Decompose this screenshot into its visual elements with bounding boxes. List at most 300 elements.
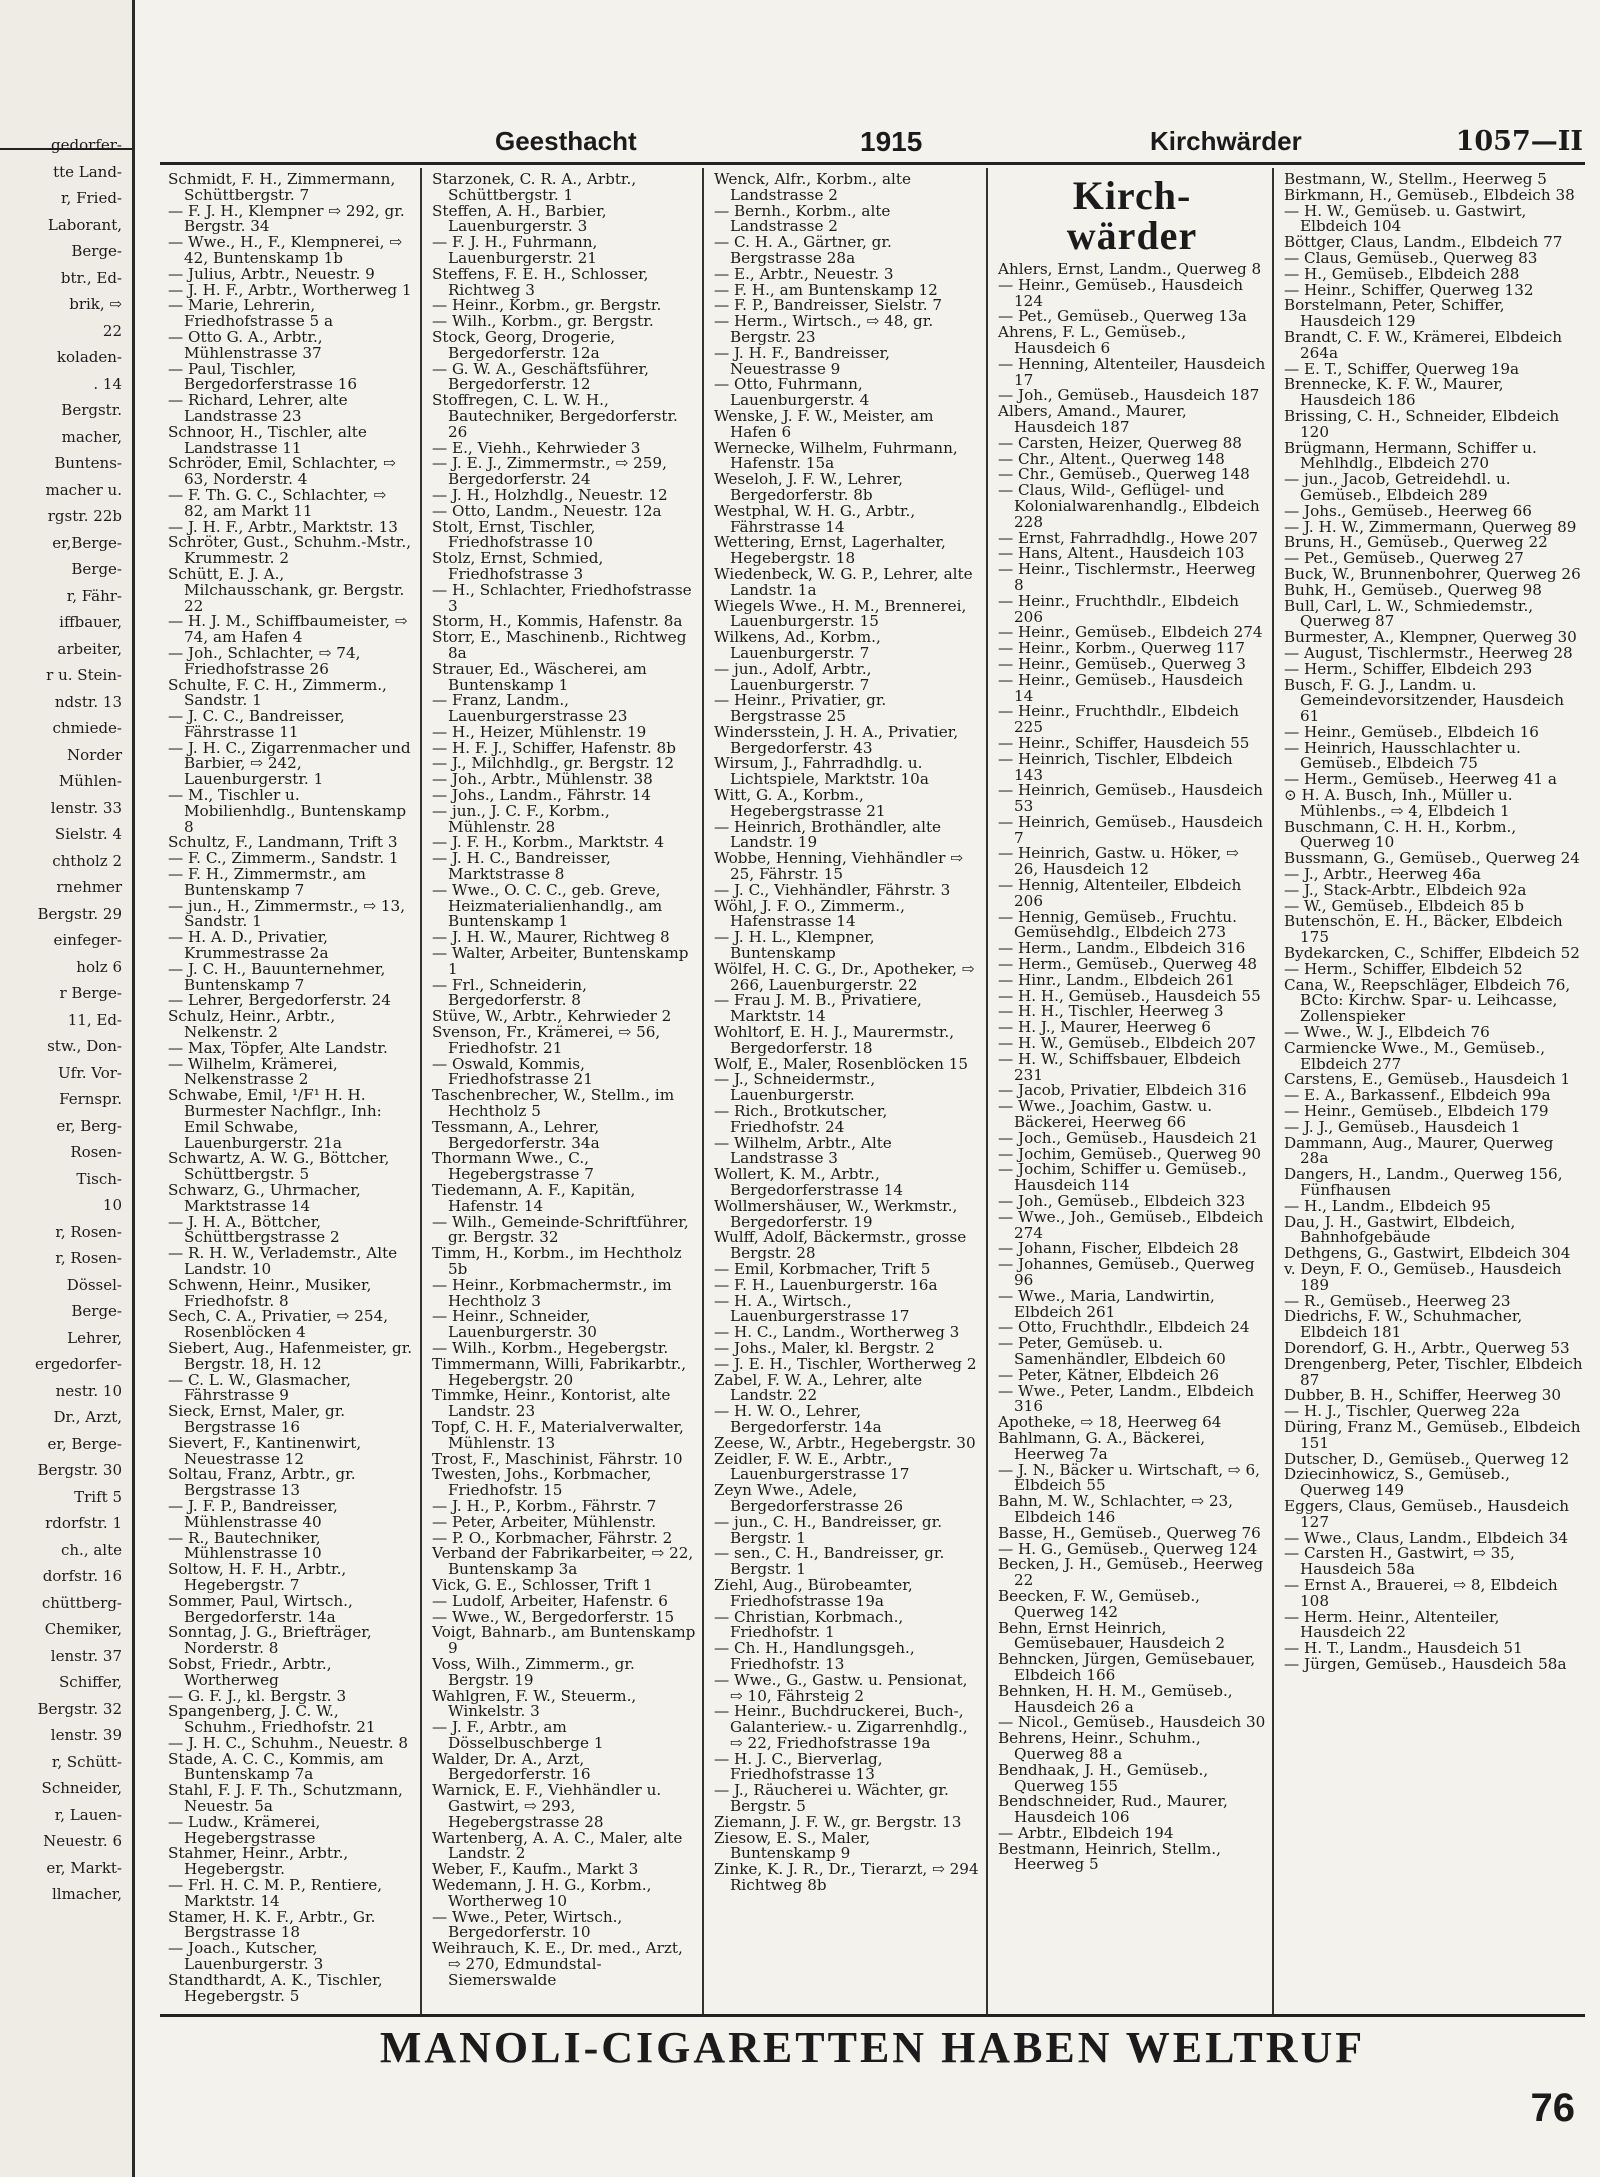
directory-entry: — Richard, Lehrer, alte Landstrasse 23 — [168, 391, 348, 425]
directory-entry: — J., Stack-Arbtr., Elbdeich 92a — [1284, 880, 1527, 899]
columns — [158, 168, 1590, 2014]
directory-entry: — J. N., Bäcker u. Wirtschaft, ⇨ 6, Elbdeich 55 — [998, 1460, 1260, 1495]
directory-entry: Tessmann, A., Lehrer, Bergedorferstr. 34a — [432, 1117, 600, 1152]
directory-entry: Brissing, C. H., Schneider, Elbdeich 120 — [1284, 406, 1560, 441]
margin-fragment: Chemiker, — [44, 1620, 122, 1638]
directory-entry: — Hennig, Gemüseb., Fruchtu. Gemüsehdlg., Elbdeich 273 — [998, 907, 1237, 942]
directory-entry: — Herm., Gemüseb., Heerweg 41 a — [1284, 770, 1557, 789]
margin-fragment: r, Lauen- — [54, 1805, 122, 1824]
directory-entry: — J. H. C., Bandreisser, Marktstrasse 8 — [432, 849, 611, 884]
directory-entry: Drengenberg, Peter, Tischler, Elbdeich 87 — [1284, 1354, 1583, 1389]
directory-entry: Stüve, W., Arbtr., Kehrwieder 2 — [432, 1007, 672, 1026]
directory-entry: — J. H., P., Korbm., Fährstr. 7 — [432, 1496, 657, 1515]
directory-entry: — H. W. O., Lehrer, Bergedorferstr. 14a — [714, 1402, 882, 1436]
directory-entry: Stahl, F. J. F. Th., Schutzmann, Neuestr. 5a — [168, 1781, 403, 1816]
directory-entry: — F. P., Bandreisser, Sielstr. 7 — [714, 296, 943, 315]
advertisement-banner: MANOLI-CIGARETTEN HABEN WELTRUF — [379, 2023, 1366, 2072]
directory-entry: — jun., Adolf, Arbtr., Lauenburgerstr. 7 — [714, 659, 872, 694]
directory-entry: — Arbtr., Elbdeich 194 — [998, 1823, 1174, 1842]
directory-entry: Wöhl, J. F. O., Zimmerm., Hafenstrasse 14 — [714, 896, 905, 931]
directory-entry: Weber, F., Kaufm., Markt 3 — [432, 1860, 639, 1879]
directory-entry: Dziecinhowicz, S., Gemüseb., Querweg 149 — [1284, 1465, 1510, 1500]
directory-entry: — J. H. C., Schuhm., Neuestr. 8 — [168, 1733, 409, 1752]
directory-entry: — Max, Töpfer, Alte Landstr. — [168, 1038, 388, 1057]
directory-entry: — Ernst, Fahrradhdlg., Howe 207 — [998, 528, 1259, 547]
directory-entry: Soltau, Franz, Arbtr., gr. Bergstrasse 13 — [168, 1465, 356, 1500]
directory-entry: — H. T., Landm., Hausdeich 51 — [1284, 1639, 1523, 1658]
directory-entry: — J. F., Arbtr., am Dösselbuschberge 1 — [432, 1718, 604, 1752]
directory-entry: Schwenn, Heinr., Musiker, Friedhofstr. 8 — [168, 1275, 372, 1310]
margin-fragment: r Berge- — [59, 984, 122, 1002]
sheet-number: 76 — [1530, 2086, 1575, 2130]
margin-fragment: Dr., Arzt, — [53, 1408, 122, 1426]
directory-entry: Steffen, A. H., Barbier, Lauenburgerstr. 3 — [432, 201, 607, 236]
directory-entry: Tiedemann, A. F., Kapitän, Hafenstr. 14 — [432, 1181, 636, 1215]
directory-entry: — Herm., Gemüseb., Querweg 48 — [998, 955, 1258, 974]
directory-entry: Borstelmann, Peter, Schiffer, Hausdeich 129 — [1284, 296, 1505, 331]
margin-fragment: Ufr. Vor- — [58, 1063, 122, 1082]
directory-entry: Starzonek, C. R. A., Arbtr., Schüttbergstr. 1 — [432, 170, 637, 204]
margin-fragment: arbeiter, — [57, 639, 122, 658]
directory-entry: — Wwe., Joh., Gemüseb., Elbdeich 274 — [998, 1207, 1264, 1242]
margin-fragment: r, Fähr- — [66, 586, 122, 605]
directory-entry: — J., Räucherei u. Wächter, gr. Bergstr. 5 — [714, 1781, 949, 1816]
directory-entry: — H. J. C., Bierverlag, Friedhofstrasse 13 — [714, 1749, 883, 1784]
directory-entry: — Frl., Schneiderin, Bergedorferstr. 8 — [432, 975, 587, 1010]
directory-entry: — Peter, Kätner, Elbdeich 26 — [998, 1365, 1220, 1384]
directory-entry: Cana, W., Reepschläger, Elbdeich 76, BCto: Kirchw. Spar- u. Leihcasse, Zollenspieker — [1284, 975, 1571, 1026]
directory-entry: Schulte, F. C. H., Zimmerm., Sandstr. 1 — [168, 675, 387, 710]
margin-fragment: Mühlen- — [58, 772, 122, 790]
margin-fragment: Fernspr. — [59, 1090, 122, 1108]
column-4 — [986, 168, 1272, 2014]
directory-entry: — H. A. D., Privatier, Krummestrasse 2a — [168, 928, 329, 963]
directory-entry: Schwabe, Emil, ¹/F¹ H. H. Burmester Nachflgr., Inh: Emil Schwabe, Lauenburgerstr. 21a — [168, 1086, 382, 1152]
header-rule — [160, 162, 1585, 165]
directory-entry: Beecken, F. W., Gemüseb., Querweg 142 — [998, 1586, 1200, 1621]
margin-fragment: Lehrer, — [67, 1328, 122, 1347]
margin-fragment: koladen- — [56, 348, 122, 366]
directory-entry: — R., Gemüseb., Heerweg 23 — [1284, 1291, 1511, 1310]
directory-entry: — Herm., Schiffer, Elbdeich 52 — [1284, 959, 1523, 978]
margin-fragment: stw., Don- — [47, 1037, 122, 1055]
margin-fragment: 11, Ed- — [67, 1010, 122, 1029]
margin-fragment: Laborant, — [47, 215, 122, 234]
directory-entry: Wedemann, J. H. G., Korbm., Wortherweg 10 — [432, 1876, 652, 1910]
margin-fragment: chtholz 2 — [52, 851, 122, 870]
column-5 — [1272, 168, 1590, 2014]
directory-entry: — J., Arbtr., Heerweg 46a — [1284, 865, 1481, 884]
header-page-number: 1057—II — [1455, 126, 1583, 157]
directory-entry: — Ernst A., Brauerei, ⇨ 8, Elbdeich 108 — [1284, 1575, 1558, 1610]
directory-entry: — Emil, Korbmacher, Trift 5 — [714, 1259, 931, 1278]
directory-entry: Zabel, F. W. A., Lehrer, alte Landstr. 22 — [714, 1370, 923, 1405]
directory-entry: Timmermann, Willi, Fabrikarbtr., Hegebergstr. 20 — [432, 1354, 687, 1389]
directory-entry: — H. J., Tischler, Querweg 22a — [1284, 1402, 1520, 1421]
column-1 — [158, 168, 420, 2014]
previous-page-fragments — [35, 132, 132, 1908]
directory-entry: — Wilh., Korbm., Hegebergstr. — [432, 1338, 669, 1357]
margin-fragment: Schiffer, — [59, 1673, 122, 1691]
directory-entry: — J. E. H., Tischler, Wortherweg 2 — [714, 1354, 977, 1373]
directory-entry: Standthardt, A. K., Tischler, Hegebergstr. 5 — [168, 1970, 383, 2005]
directory-entry: — C. L. W., Glasmacher, Fährstrasse 9 — [168, 1370, 351, 1405]
directory-entry: Strauer, Ed., Wäscherei, am Buntenskamp 1 — [432, 659, 647, 694]
directory-entry: — Jürgen, Gemüseb., Hausdeich 58a — [1284, 1654, 1567, 1673]
directory-entry: Bydekarcken, C., Schiffer, Elbdeich 52 — [1284, 944, 1580, 963]
directory-entry: Wernecke, Wilhelm, Fuhrmann, Hafenstr. 15a — [714, 438, 958, 473]
directory-entry: Storm, H., Kommis, Hafenstr. 8a — [432, 612, 683, 631]
directory-entry: Eggers, Claus, Gemüseb., Hausdeich 127 — [1284, 1496, 1570, 1531]
directory-entry: Stamer, H. K. F., Arbtr., Gr. Bergstrasse 18 — [168, 1907, 376, 1942]
directory-entry: — E. A., Barkassenf., Elbdeich 99a — [1284, 1086, 1551, 1105]
header-section: Kirchwärder — [1150, 126, 1302, 156]
directory-entry: — Paul, Tischler, Bergedorferstrasse 16 — [168, 359, 358, 394]
directory-entry: — Heinr., Gemüseb., Hausdeich 14 — [998, 670, 1243, 705]
directory-entry: — Jochim, Gemüseb., Querweg 90 — [998, 1144, 1262, 1163]
margin-fragment: ch., alte — [60, 1540, 122, 1559]
directory-entry: Wirsum, J., Fahrradhdlg. u. Lichtspiele, Marktstr. 10a — [714, 754, 929, 789]
directory-entry: — Wilhelm, Krämerei, Nelkenstrasse 2 — [168, 1054, 338, 1089]
directory-entry: Stolz, Ernst, Schmied, Friedhofstrasse 3 — [432, 549, 604, 583]
margin-fragment: Bergstr. 32 — [37, 1699, 122, 1718]
directory-entry: — J. H. A., Böttcher, Schüttbergstrasse 2 — [168, 1212, 340, 1247]
directory-entry: — J. H. F., Bandreisser, Neuestrasse 9 — [714, 343, 890, 378]
directory-entry: — Johannes, Gemüseb., Querweg 96 — [998, 1255, 1255, 1289]
footer-rule — [160, 2014, 1585, 2017]
directory-entry: — Heinrich, Gastw. u. Höker, ⇨ 26, Hausdeich 12 — [998, 844, 1239, 879]
directory-entry: Siebert, Aug., Hafenmeister, gr. Bergstr. 18, H. 12 — [168, 1338, 413, 1373]
directory-entry: Ziemann, J. F. W., gr. Bergstr. 13 — [714, 1812, 962, 1831]
directory-entry: — F. C., Zimmerm., Sandstr. 1 — [168, 849, 399, 868]
directory-entry: — Wwe., O. C. C., geb. Greve, Heizmaterialienhandlg., am Buntenskamp 1 — [432, 880, 663, 931]
directory-entry: Ziesow, E. S., Maler, Buntenskamp 9 — [714, 1828, 871, 1863]
directory-entry: Wölfel, H. C. G., Dr., Apotheker, ⇨ 266, Lauenburgerstr. 22 — [714, 959, 975, 994]
margin-fragment: lenstr. 33 — [50, 798, 122, 817]
directory-entry: — Franz, Landm., Lauenburgerstrasse 23 — [432, 691, 628, 726]
directory-entry: — Chr., Altent., Querweg 148 — [998, 449, 1225, 468]
directory-entry: — August, Tischlermstr., Heerweg 28 — [1284, 643, 1573, 662]
directory-entry: — Walter, Arbeiter, Buntenskamp 1 — [432, 944, 689, 978]
directory-entry: Buhk, H., Gemüseb., Querweg 98 — [1284, 580, 1542, 599]
directory-entry: Behnken, H. H. M., Gemüseb., Hausdeich 26 a — [998, 1681, 1233, 1716]
directory-entry: — Heinr., Gemüseb., Elbdeich 16 — [1284, 722, 1539, 741]
directory-entry: Weseloh, J. F. W., Lehrer, Bergedorferstr. 8b — [714, 470, 903, 504]
header-town: Geesthacht — [495, 126, 637, 156]
directory-entry: — Herm., Schiffer, Elbdeich 293 — [1284, 659, 1533, 678]
directory-entry: Sievert, F., Kantinenwirt, Neuestrasse 12 — [168, 1433, 362, 1468]
margin-fragment: macher u. — [45, 480, 122, 499]
directory-entry: — Heinr., Privatier, gr. Bergstrasse 25 — [714, 691, 887, 726]
directory-entry: — Lehrer, Bergedorferstr. 24 — [168, 991, 391, 1010]
margin-fragment: r, Rosen- — [55, 1249, 122, 1267]
directory-entry: Thormann Wwe., C., Hegebergstrasse 7 — [432, 1149, 594, 1184]
margin-fragment: lenstr. 39 — [50, 1726, 122, 1744]
directory-entry: — E., Viehh., Kehrwieder 3 — [432, 438, 641, 457]
directory-entry: — J. H. W., Maurer, Richtweg 8 — [432, 928, 670, 947]
directory-entry: — Wwe., Maria, Landwirtin, Elbdeich 261 — [998, 1286, 1215, 1321]
directory-entry: — Heinrich, Brothändler, alte Landstr. 19 — [714, 817, 942, 852]
directory-entry: — J. C., Viehhändler, Fährstr. 3 — [714, 880, 951, 899]
directory-entry: — Joh., Arbtr., Mühlenstr. 38 — [432, 770, 653, 789]
directory-entry: Stolt, Ernst, Tischler, Friedhofstrasse 10 — [432, 517, 596, 552]
directory-entry: — Henning, Altenteiler, Hausdeich 17 — [998, 354, 1266, 389]
directory-entry: Wobbe, Henning, Viehhändler ⇨ 25, Fährstr. 15 — [714, 849, 963, 884]
directory-entry: — J. J., Gemüseb., Hausdeich 1 — [1284, 1117, 1521, 1136]
directory-entry: Stock, Georg, Drogerie, Bergedorferstr. 12a — [432, 327, 616, 362]
directory-entry: — F. H., Zimmermstr., am Buntenskamp 7 — [168, 865, 366, 899]
directory-entry: Westphal, W. H. G., Arbtr., Fährstrasse 14 — [714, 501, 916, 536]
section-title-line-1: Kirch- — [1072, 173, 1192, 218]
directory-entry: Spangenberg, J. C. W., Schuhm., Friedhofstr. 21 — [168, 1702, 376, 1737]
directory-entry: Bendschneider, Rud., Maurer, Hausdeich 106 — [998, 1792, 1228, 1827]
directory-entry: Apotheke, ⇨ 18, Heerweg 64 — [998, 1413, 1222, 1432]
directory-entry: Schwarz, G., Uhrmacher, Marktstrasse 14 — [168, 1181, 361, 1215]
directory-entry: — Wilhelm, Arbtr., Alte Landstrasse 3 — [714, 1133, 892, 1168]
directory-entry: — H., Schlachter, Friedhofstrasse 3 — [432, 580, 692, 615]
directory-entry: Wettering, Ernst, Lagerhalter, Hegebergstr. 18 — [714, 533, 946, 568]
directory-entry: v. Deyn, F. O., Gemüseb., Hausdeich 189 — [1284, 1259, 1562, 1294]
directory-entry: — H. A., Wirtsch., Lauenburgerstrasse 17 — [714, 1291, 910, 1326]
margin-fragment: Tisch- — [76, 1169, 122, 1188]
directory-entry: Warnick, E. F., Viehhändler u. Gastwirt, ⇨ 293, Hegebergstrasse 28 — [432, 1781, 662, 1831]
directory-entry: — Pet., Gemüseb., Querweg 13a — [998, 307, 1247, 326]
directory-entry: Ahrens, F. L., Gemüseb., Hausdeich 6 — [998, 323, 1187, 357]
directory-entry: — J. H. C., Zigarrenmacher und Barbier, ⇨ 242, Lauenburgerstr. 1 — [168, 738, 411, 789]
directory-entry: ⊙ H. A. Busch, Inh., Müller u. Mühlenbs., ⇨ 4, Elbdeich 1 — [1284, 786, 1513, 820]
directory-entry: Vick, G. E., Schlosser, Trift 1 — [432, 1575, 653, 1594]
margin-fragment: 10 — [102, 1196, 122, 1214]
page-header — [150, 118, 1595, 168]
directory-entry: — C. H. A., Gärtner, gr. Bergstrasse 28a — [714, 233, 892, 267]
directory-entry: Wahlgren, F. W., Steuerm., Winkelstr. 3 — [432, 1686, 637, 1721]
directory-entry: — Wwe., W., Bergedorferstr. 15 — [432, 1607, 675, 1626]
directory-entry: — Heinr., Fruchthdlr., Elbdeich 206 — [998, 591, 1239, 626]
directory-entry: Schultz, F., Landmann, Trift 3 — [168, 833, 398, 852]
directory-entry: — F. H., am Buntenskamp 12 — [714, 280, 938, 299]
margin-fragment: er, Markt- — [46, 1858, 122, 1877]
directory-entry: — H., Gemüseb., Elbdeich 288 — [1284, 264, 1520, 283]
directory-entry: — H., Landm., Elbdeich 95 — [1284, 1196, 1491, 1215]
directory-entry: Witt, G. A., Korbm., Hegebergstrasse 21 — [714, 786, 886, 820]
directory-entry: — J. C. H., Bauunternehmer, Buntenskamp 7 — [168, 959, 386, 994]
margin-fragment: r, Fried- — [61, 189, 122, 207]
directory-entry: — J. F. P., Bandreisser, Mühlenstrasse 40 — [168, 1496, 338, 1531]
directory-entry: — Heinr., Fruchthdlr., Elbdeich 225 — [998, 702, 1239, 737]
directory-entry: — Wwe., Claus, Landm., Elbdeich 34 — [1284, 1528, 1569, 1547]
margin-fragment: Berge- — [71, 560, 122, 578]
directory-entry: Carmiencke Wwe., M., Gemüseb., Elbdeich 277 — [1284, 1038, 1546, 1073]
directory-entry: Wollert, K. M., Arbtr., Bergedorferstrasse 14 — [714, 1165, 904, 1199]
directory-entry: — Herm., Landm., Elbdeich 316 — [998, 939, 1246, 958]
directory-entry: Wenck, Alfr., Korbm., alte Landstrasse 2 — [714, 170, 911, 204]
directory-entry: Zinke, K. J. R., Dr., Tierarzt, ⇨ 294 Richtweg 8b — [714, 1860, 979, 1895]
directory-entry: Schwartz, A. W. G., Böttcher, Schüttbergstr. 5 — [168, 1149, 390, 1184]
directory-entry: Stahmer, Heinr., Arbtr., Hegebergstr. — [168, 1844, 349, 1879]
directory-entry: Böttger, Claus, Landm., Elbdeich 77 — [1284, 233, 1563, 252]
directory-entry: — jun., C. H., Bandreisser, gr. Bergstr. 1 — [714, 1512, 943, 1547]
directory-entry: — jun., H., Zimmermstr., ⇨ 13, Sandstr. 1 — [168, 896, 406, 931]
directory-entry: — Heinr., Schiffer, Hausdeich 55 — [998, 733, 1250, 752]
directory-entry: — F. J. H., Fuhrmann, Lauenburgerstr. 21 — [432, 233, 598, 267]
directory-entry: — H. H., Gemüseb., Hausdeich 55 — [998, 986, 1261, 1005]
directory-entry: Dutscher, D., Gemüseb., Querweg 12 — [1284, 1449, 1570, 1468]
directory-entry: — Oswald, Kommis, Friedhofstrasse 21 — [432, 1054, 593, 1089]
directory-entry: — Rich., Brotkutscher, Friedhofstr. 24 — [714, 1102, 888, 1136]
directory-entry: Brandt, C. F. W., Krämerei, Elbdeich 264a — [1284, 327, 1563, 362]
directory-entry: Bestmann, Heinrich, Stellm., Heerweg 5 — [998, 1839, 1221, 1874]
directory-entry: — sen., C. H., Bandreisser, gr. Bergstr. 1 — [714, 1544, 945, 1579]
directory-entry: Diedrichs, F. W., Schuhmacher, Elbdeich 181 — [1284, 1307, 1523, 1342]
directory-entry: — J. H. F., Arbtr., Wortherweg 1 — [168, 280, 412, 299]
margin-fragment: Trift 5 — [74, 1487, 122, 1506]
directory-entry: — Otto, Fuhrmann, Lauenburgerstr. 4 — [714, 375, 870, 410]
margin-fragment: btr., Ed- — [60, 268, 122, 287]
directory-entry: — H. H., Tischler, Heerweg 3 — [998, 1002, 1224, 1021]
directory-entry: — W., Gemüseb., Elbdeich 85 b — [1284, 896, 1524, 915]
directory-entry: — J. H., Holzhdlg., Neuestr. 12 — [432, 485, 668, 504]
directory-entry: — Heinr., Korbm., gr. Bergstr. — [432, 296, 662, 315]
directory-entry: — Johs., Gemüseb., Heerweg 66 — [1284, 501, 1532, 520]
directory-entry: Sech, C. A., Privatier, ⇨ 254, Rosenblöcken 4 — [168, 1307, 389, 1342]
directory-entry: — J. C. C., Bandreisser, Fährstrasse 11 — [168, 707, 345, 741]
directory-entry: Brügmann, Hermann, Schiffer u. Mehlhdlg., Elbdeich 270 — [1284, 438, 1537, 473]
directory-entry: Dau, J. H., Gastwirt, Elbdeich, Bahnhofgebäude — [1284, 1212, 1516, 1247]
directory-entry: Wiegels Wwe., H. M., Brennerei, Lauenburgerstr. 15 — [714, 596, 967, 631]
directory-entry: Schulz, Heinr., Arbtr., Nelkenstr. 2 — [168, 1007, 336, 1042]
directory-entry: Wulff, Adolf, Bäckermstr., grosse Bergstr. 28 — [714, 1228, 967, 1263]
directory-entry: — Wilh., Gemeinde-Schriftführer, gr. Bergstr. 32 — [432, 1212, 689, 1247]
margin-fragment: Schneider, — [41, 1779, 122, 1797]
directory-entry: — Otto, Fruchthdlr., Elbdeich 24 — [998, 1318, 1250, 1337]
directory-entry: Bull, Carl, L. W., Schmiedemstr., Querweg 87 — [1284, 596, 1534, 631]
margin-fragment: Rosen- — [70, 1143, 122, 1161]
previous-page-edge — [0, 0, 135, 2177]
directory-entry: Albers, Amand., Maurer, Hausdeich 187 — [998, 402, 1187, 436]
directory-entry: — R., Bautechniker, Mühlenstrasse 10 — [168, 1528, 322, 1563]
directory-entry: — Bernh., Korbm., alte Landstrasse 2 — [714, 201, 891, 236]
directory-entry: Trost, F., Maschinist, Fährstr. 10 — [432, 1449, 683, 1468]
directory-entry: Buck, W., Brunnenbohrer, Querweg 26 — [1284, 564, 1581, 583]
directory-entry: — Heinr., Gemüseb., Elbdeich 179 — [1284, 1102, 1549, 1121]
margin-fragment: macher, — [61, 427, 122, 446]
directory-entry: — H. W., Gemüseb. u. Gastwirt, Elbdeich 104 — [1284, 201, 1527, 236]
directory-entry: — Marie, Lehrerin, Friedhofstrasse 5 a — [168, 296, 334, 331]
header-year: 1915 — [860, 126, 923, 157]
directory-entry: — H. W., Schiffsbauer, Elbdeich 231 — [998, 1049, 1241, 1084]
directory-entry: Behn, Ernst Heinrich, Gemüsebauer, Hausdeich 2 — [998, 1618, 1226, 1653]
directory-entry: — Herm., Wirtsch., ⇨ 48, gr. Bergstr. 23 — [714, 312, 934, 346]
directory-entry: Bahlmann, G. A., Bäckerei, Heerweg 7a — [998, 1428, 1206, 1463]
margin-fragment: Buntens- — [54, 454, 122, 472]
margin-fragment: er,Berge- — [52, 533, 122, 552]
directory-entry: — Otto, Landm., Neuestr. 12a — [432, 501, 662, 520]
margin-fragment: Bergstr. — [61, 401, 122, 419]
directory-entry: Walder, Dr. A., Arzt, Bergedorferstr. 16 — [432, 1749, 591, 1784]
directory-entry: Düring, Franz M., Gemüseb., Elbdeich 151 — [1284, 1417, 1581, 1452]
directory-entry: — F. H., Lauenburgerstr. 16a — [714, 1275, 938, 1294]
directory-entry: Schnoor, H., Tischler, alte Landstrasse 11 — [168, 422, 367, 457]
margin-fragment: r, Rosen- — [55, 1222, 122, 1241]
directory-entry: — Hans, Altent., Hausdeich 103 — [998, 544, 1245, 563]
margin-fragment: r, Schütt- — [51, 1752, 122, 1771]
directory-entry: Buschmann, C. H. H., Korbm., Querweg 10 — [1284, 817, 1517, 852]
margin-fragment: Norder — [67, 745, 122, 764]
directory-entry: Bussmann, G., Gemüseb., Querweg 24 — [1284, 849, 1580, 868]
directory-entry: — J., Milchhdlg., gr. Bergstr. 12 — [432, 754, 675, 773]
margin-fragment: iffbauer, — [59, 613, 122, 631]
margin-fragment: Neuestr. 6 — [43, 1832, 122, 1850]
directory-entry: — Wilh., Korbm., gr. Bergstr. — [432, 312, 654, 331]
directory-entry: Brennecke, K. F. W., Maurer, Hausdeich 186 — [1284, 375, 1504, 410]
directory-entry: — Heinr., Gemüseb., Elbdeich 274 — [998, 623, 1263, 642]
directory-entry: — Chr., Gemüseb., Querweg 148 — [998, 465, 1250, 484]
margin-fragment: lenstr. 37 — [50, 1646, 122, 1665]
directory-entry: Wollmershäuser, W., Werkmstr., Bergedorferstr. 19 — [714, 1196, 958, 1231]
directory-entry: — M., Tischler u. Mobilienhdlg., Buntenskamp 8 — [168, 786, 407, 836]
directory-entry: — E., Arbtr., Neuestr. 3 — [714, 264, 894, 283]
directory-entry: — E. T., Schiffer, Querweg 19a — [1284, 359, 1520, 378]
margin-fragment: gedorfer- — [51, 136, 122, 154]
directory-entry: Taschenbrecher, W., Stellm., im Hechtholz 5 — [432, 1086, 675, 1121]
margin-fragment: chüttberg- — [41, 1593, 122, 1612]
directory-entry: — Ludolf, Arbeiter, Hafenstr. 6 — [432, 1591, 668, 1610]
directory-entry: Soltow, H. F. H., Arbtr., Hegebergstr. 7 — [168, 1560, 347, 1594]
directory-entry: — Wwe., Joachim, Gastw. u. Bäckerei, Heerweg 66 — [998, 1097, 1213, 1132]
column-2 — [420, 168, 702, 2014]
directory-entry: Bestmann, W., Stellm., Heerweg 5 — [1284, 170, 1547, 188]
margin-fragment: Dössel- — [66, 1275, 122, 1294]
directory-entry: — Heinrich, Gemüseb., Hausdeich 7 — [998, 812, 1263, 847]
directory-entry: Ahlers, Ernst, Landm., Querweg 8 — [998, 260, 1262, 278]
directory-entry: — Heinr., Schneider, Lauenburgerstr. 30 — [432, 1307, 597, 1342]
directory-entry: — Heinrich, Tischler, Elbdeich 143 — [998, 749, 1233, 784]
directory-entry: Basse, H., Gemüseb., Querweg 76 — [998, 1523, 1261, 1542]
directory-entry: Steffens, F. E. H., Schlosser, Richtweg 3 — [432, 264, 649, 299]
margin-fragment: er, Berg- — [56, 1116, 122, 1135]
margin-fragment: einfeger- — [53, 931, 122, 949]
directory-entry: Bendhaak, J. H., Gemüseb., Querweg 155 — [998, 1760, 1209, 1795]
directory-entry: — Hinr., Landm., Elbdeich 261 — [998, 970, 1235, 989]
directory-entry: Dammann, Aug., Maurer, Querweg 28a — [1284, 1133, 1554, 1168]
directory-entry: — Wwe., Peter, Landm., Elbdeich 316 — [998, 1381, 1255, 1416]
margin-fragment: tte Land- — [53, 162, 122, 181]
directory-entry: — Heinr., Tischlermstr., Heerweg 8 — [998, 560, 1256, 594]
directory-entry: — jun., J. C. F., Korbm., Mühlenstr. 28 — [432, 801, 610, 836]
directory-entry: Wohltorf, E. H. J., Maurermstr., Bergedorferstr. 18 — [714, 1023, 955, 1057]
directory-entry: Wilkens, Ad., Korbm., Lauenburgerstr. 7 — [714, 628, 881, 662]
margin-fragment: er, Berge- — [47, 1434, 122, 1453]
directory-entry: Timmke, Heinr., Kontorist, alte Landstr. 23 — [432, 1386, 671, 1421]
directory-entry: Schütt, E. J. A., Milchausschank, gr. Bergstr. 22 — [168, 564, 405, 615]
directory-entry: Zeese, W., Arbtr., Hegebergstr. 30 — [714, 1433, 976, 1452]
directory-entry: Windersstein, J. H. A., Privatier, Bergedorferstr. 43 — [714, 722, 959, 757]
directory-entry: — Wwe., Peter, Wirtsch., Bergedorferstr. 10 — [432, 1907, 623, 1942]
directory-entry: Schmidt, F. H., Zimmermann, Schüttbergstr. 7 — [168, 170, 396, 204]
directory-entry: Dubber, B. H., Schiffer, Heerweg 30 — [1284, 1386, 1562, 1405]
directory-entry: — J., Schneidermstr., Lauenburgerstr. — [714, 1070, 876, 1105]
directory-entry: — Heinr., Gemüseb., Hausdeich 124 — [998, 275, 1243, 310]
directory-entry: — H., Heizer, Mühlenstr. 19 — [432, 722, 647, 741]
directory-entry: Bruns, H., Gemüseb., Querweg 22 — [1284, 533, 1548, 552]
directory-entry: Bahn, M. W., Schlachter, ⇨ 23, Elbdeich 146 — [998, 1492, 1234, 1526]
directory-entry: — Jochim, Schiffer u. Gemüseb., Hausdeich 114 — [998, 1160, 1247, 1195]
margin-fragment: Berge- — [71, 242, 122, 260]
margin-fragment: ergedorfer- — [35, 1355, 122, 1373]
section-title — [998, 173, 1266, 258]
directory-entry: — Joach., Kutscher, Lauenburgerstr. 3 — [168, 1939, 324, 1974]
directory-entry: — Joh., Schlachter, ⇨ 74, Friedhofstrasse 26 — [168, 643, 361, 678]
